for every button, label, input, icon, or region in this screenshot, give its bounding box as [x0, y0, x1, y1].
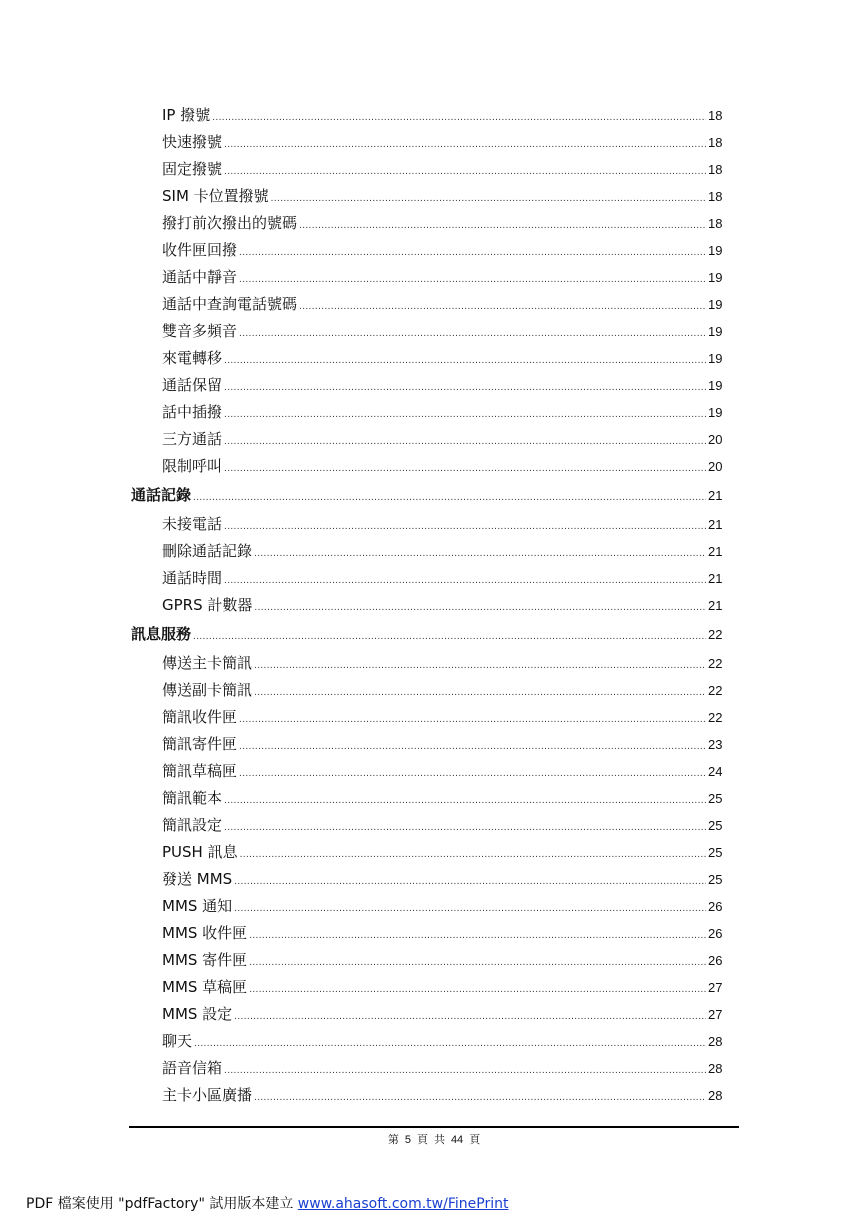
toc-entry-label: 來電轉移 — [162, 349, 223, 367]
toc-entry[interactable] — [0, 704, 868, 731]
toc-dot-leader — [249, 922, 706, 949]
toc-entry-label: 三方通話 — [162, 430, 223, 448]
toc-entry-page: 20 — [708, 459, 723, 474]
toc-entry[interactable] — [0, 1082, 868, 1109]
toc-dot-leader — [254, 594, 706, 621]
toc-entry[interactable] — [0, 758, 868, 785]
toc-entry-page: 19 — [708, 297, 723, 312]
toc-entry-label: 簡訊收件匣 — [162, 708, 238, 726]
page-word: 頁 — [416, 1133, 428, 1146]
toc-entry[interactable] — [0, 920, 868, 947]
toc-dot-leader — [224, 131, 706, 158]
toc-entry[interactable] — [0, 731, 868, 758]
toc-dot-leader — [234, 868, 706, 895]
toc-entry[interactable] — [0, 426, 868, 453]
footer-divider — [129, 1126, 739, 1128]
toc-entry-page: 19 — [708, 270, 723, 285]
toc-entry-page: 21 — [708, 598, 723, 613]
toc-entry-page: 25 — [708, 872, 723, 887]
toc-entry-label: SIM 卡位置撥號 — [162, 187, 269, 205]
toc-entry-label: 簡訊草稿匣 — [162, 762, 238, 780]
toc-entry-page: 18 — [708, 189, 723, 204]
toc-entry-label: 未接電話 — [162, 515, 223, 533]
toc-entry-label: 通話記錄 — [131, 486, 192, 504]
toc-dot-leader — [212, 104, 706, 131]
toc-entry-page: 18 — [708, 135, 723, 150]
toc-dot-leader — [239, 706, 706, 733]
toc-entry-label: 簡訊範本 — [162, 789, 223, 807]
toc-entry-label: 刪除通話記錄 — [162, 542, 253, 560]
toc-entry-page: 21 — [708, 571, 723, 586]
toc-entry-page: 24 — [708, 764, 723, 779]
toc-dot-leader — [239, 320, 706, 347]
toc-entry[interactable] — [0, 1001, 868, 1028]
toc-section-heading[interactable] — [0, 481, 868, 510]
toc-entry-label: 通話中靜音 — [162, 268, 238, 286]
toc-dot-leader — [254, 679, 706, 706]
toc-dot-leader — [271, 185, 706, 212]
toc-entry-page: 22 — [708, 710, 723, 725]
toc-entry-page: 19 — [708, 351, 723, 366]
toc-entry-page: 23 — [708, 737, 723, 752]
toc-entry[interactable] — [0, 839, 868, 866]
toc-dot-leader — [224, 567, 706, 594]
toc-entry-label: IP 撥號 — [162, 106, 211, 124]
table-of-contents — [0, 102, 868, 1109]
toc-entry-label: 訊息服務 — [131, 625, 192, 643]
toc-dot-leader — [224, 814, 706, 841]
toc-entry-page: 25 — [708, 818, 723, 833]
toc-entry[interactable] — [0, 812, 868, 839]
toc-entry[interactable] — [0, 318, 868, 345]
toc-entry-page: 19 — [708, 378, 723, 393]
toc-dot-leader — [239, 760, 706, 787]
toc-entry-page: 26 — [708, 926, 723, 941]
toc-entry-page: 21 — [708, 488, 723, 503]
toc-entry[interactable] — [0, 372, 868, 399]
toc-entry-page: 18 — [708, 108, 723, 123]
toc-entry-label: 通話中查詢電話號碼 — [162, 295, 298, 313]
toc-entry-page: 25 — [708, 845, 723, 860]
toc-entry[interactable] — [0, 650, 868, 677]
page-suffix: 頁 — [469, 1133, 481, 1146]
toc-entry[interactable] — [0, 866, 868, 893]
toc-entry-label: 通話保留 — [162, 376, 223, 394]
toc-entry[interactable] — [0, 345, 868, 372]
toc-entry[interactable] — [0, 129, 868, 156]
toc-entry-label: 固定撥號 — [162, 160, 223, 178]
toc-dot-leader — [239, 239, 706, 266]
toc-entry-page: 28 — [708, 1034, 723, 1049]
toc-entry[interactable] — [0, 291, 868, 318]
toc-entry-page: 28 — [708, 1088, 723, 1103]
toc-entry-page: 19 — [708, 405, 723, 420]
toc-dot-leader — [193, 483, 706, 512]
toc-entry-label: 主卡小區廣播 — [162, 1086, 253, 1104]
toc-dot-leader — [224, 428, 706, 455]
toc-entry-page: 22 — [708, 627, 723, 642]
toc-dot-leader — [234, 895, 706, 922]
page-total-word: 共 — [433, 1133, 445, 1146]
toc-entry-label: 聊天 — [162, 1032, 193, 1050]
toc-dot-leader — [224, 347, 706, 374]
toc-entry[interactable] — [0, 183, 868, 210]
toc-entry-label: MMS 設定 — [162, 1005, 233, 1023]
toc-dot-leader — [224, 787, 706, 814]
toc-dot-leader — [239, 733, 706, 760]
toc-entry[interactable] — [0, 156, 868, 183]
toc-entry-label: PUSH 訊息 — [162, 843, 238, 861]
toc-entry-label: 快速撥號 — [162, 133, 223, 151]
toc-entry-label: 收件匣回撥 — [162, 241, 238, 259]
toc-entry-label: 簡訊設定 — [162, 816, 223, 834]
toc-dot-leader — [299, 293, 706, 320]
toc-entry-label: MMS 寄件匣 — [162, 951, 248, 969]
toc-dot-leader — [254, 1084, 706, 1111]
toc-entry-page: 27 — [708, 980, 723, 995]
page-current: 5 — [404, 1134, 411, 1146]
toc-entry-page: 19 — [708, 243, 723, 258]
toc-entry[interactable] — [0, 947, 868, 974]
toc-entry-page: 25 — [708, 791, 723, 806]
toc-entry-label: 雙音多頻音 — [162, 322, 238, 340]
toc-dot-leader — [249, 976, 706, 1003]
toc-entry[interactable] — [0, 264, 868, 291]
toc-dot-leader — [254, 540, 706, 567]
toc-entry-label: GPRS 計數器 — [162, 596, 253, 614]
toc-dot-leader — [224, 1057, 706, 1084]
toc-dot-leader — [239, 266, 706, 293]
toc-entry-label: 傳送主卡簡訊 — [162, 654, 253, 672]
toc-entry-label: 通話時間 — [162, 569, 223, 587]
toc-entry[interactable] — [0, 565, 868, 592]
page-total: 44 — [450, 1134, 464, 1146]
toc-entry-label: 語音信箱 — [162, 1059, 223, 1077]
toc-entry[interactable] — [0, 102, 868, 129]
toc-entry-page: 22 — [708, 656, 723, 671]
toc-entry[interactable] — [0, 453, 868, 480]
toc-entry-label: 傳送副卡簡訊 — [162, 681, 253, 699]
toc-entry[interactable] — [0, 785, 868, 812]
toc-dot-leader — [194, 1030, 706, 1057]
toc-entry-label: MMS 草稿匣 — [162, 978, 248, 996]
toc-dot-leader — [224, 455, 706, 482]
pdf-watermark — [26, 1193, 508, 1213]
toc-section-heading[interactable] — [0, 620, 868, 649]
toc-dot-leader — [254, 652, 706, 679]
toc-entry-page: 20 — [708, 432, 723, 447]
toc-entry-label: 簡訊寄件匣 — [162, 735, 238, 753]
toc-entry-page: 26 — [708, 953, 723, 968]
toc-dot-leader — [234, 1003, 706, 1030]
toc-entry[interactable] — [0, 1055, 868, 1082]
page-prefix: 第 — [387, 1133, 399, 1146]
toc-entry-page: 21 — [708, 544, 723, 559]
toc-entry-page: 22 — [708, 683, 723, 698]
toc-entry-page: 28 — [708, 1061, 723, 1076]
toc-entry-label: 限制呼叫 — [162, 457, 223, 475]
toc-entry-label: MMS 通知 — [162, 897, 233, 915]
toc-dot-leader — [240, 841, 706, 868]
toc-entry[interactable] — [0, 592, 868, 619]
toc-entry[interactable] — [0, 237, 868, 264]
toc-entry-page: 18 — [708, 216, 723, 231]
toc-entry[interactable] — [0, 677, 868, 704]
toc-dot-leader — [249, 949, 706, 976]
toc-dot-leader — [193, 622, 706, 651]
toc-dot-leader — [224, 374, 706, 401]
toc-entry-page: 27 — [708, 1007, 723, 1022]
toc-entry-page: 26 — [708, 899, 723, 914]
toc-entry[interactable] — [0, 511, 868, 538]
toc-dot-leader — [224, 513, 706, 540]
toc-entry[interactable] — [0, 1028, 868, 1055]
toc-entry-page: 19 — [708, 324, 723, 339]
page-number — [0, 1131, 868, 1147]
watermark-text: PDF 檔案使用 "pdfFactory" 試用版本建立 — [26, 1196, 298, 1212]
toc-entry[interactable] — [0, 399, 868, 426]
toc-dot-leader — [224, 401, 706, 428]
watermark-link[interactable]: www.ahasoft.com.tw/FinePrint — [297, 1196, 509, 1212]
toc-entry[interactable] — [0, 210, 868, 237]
toc-entry[interactable] — [0, 974, 868, 1001]
toc-entry-label: 話中插撥 — [162, 403, 223, 421]
toc-entry[interactable] — [0, 893, 868, 920]
toc-entry-page: 18 — [708, 162, 723, 177]
toc-entry-label: 撥打前次撥出的號碼 — [162, 214, 298, 232]
toc-dot-leader — [299, 212, 706, 239]
toc-entry-page: 21 — [708, 517, 723, 532]
toc-entry[interactable] — [0, 538, 868, 565]
toc-entry-label: MMS 收件匣 — [162, 924, 248, 942]
toc-dot-leader — [224, 158, 706, 185]
toc-entry-label: 發送 MMS — [162, 870, 233, 888]
